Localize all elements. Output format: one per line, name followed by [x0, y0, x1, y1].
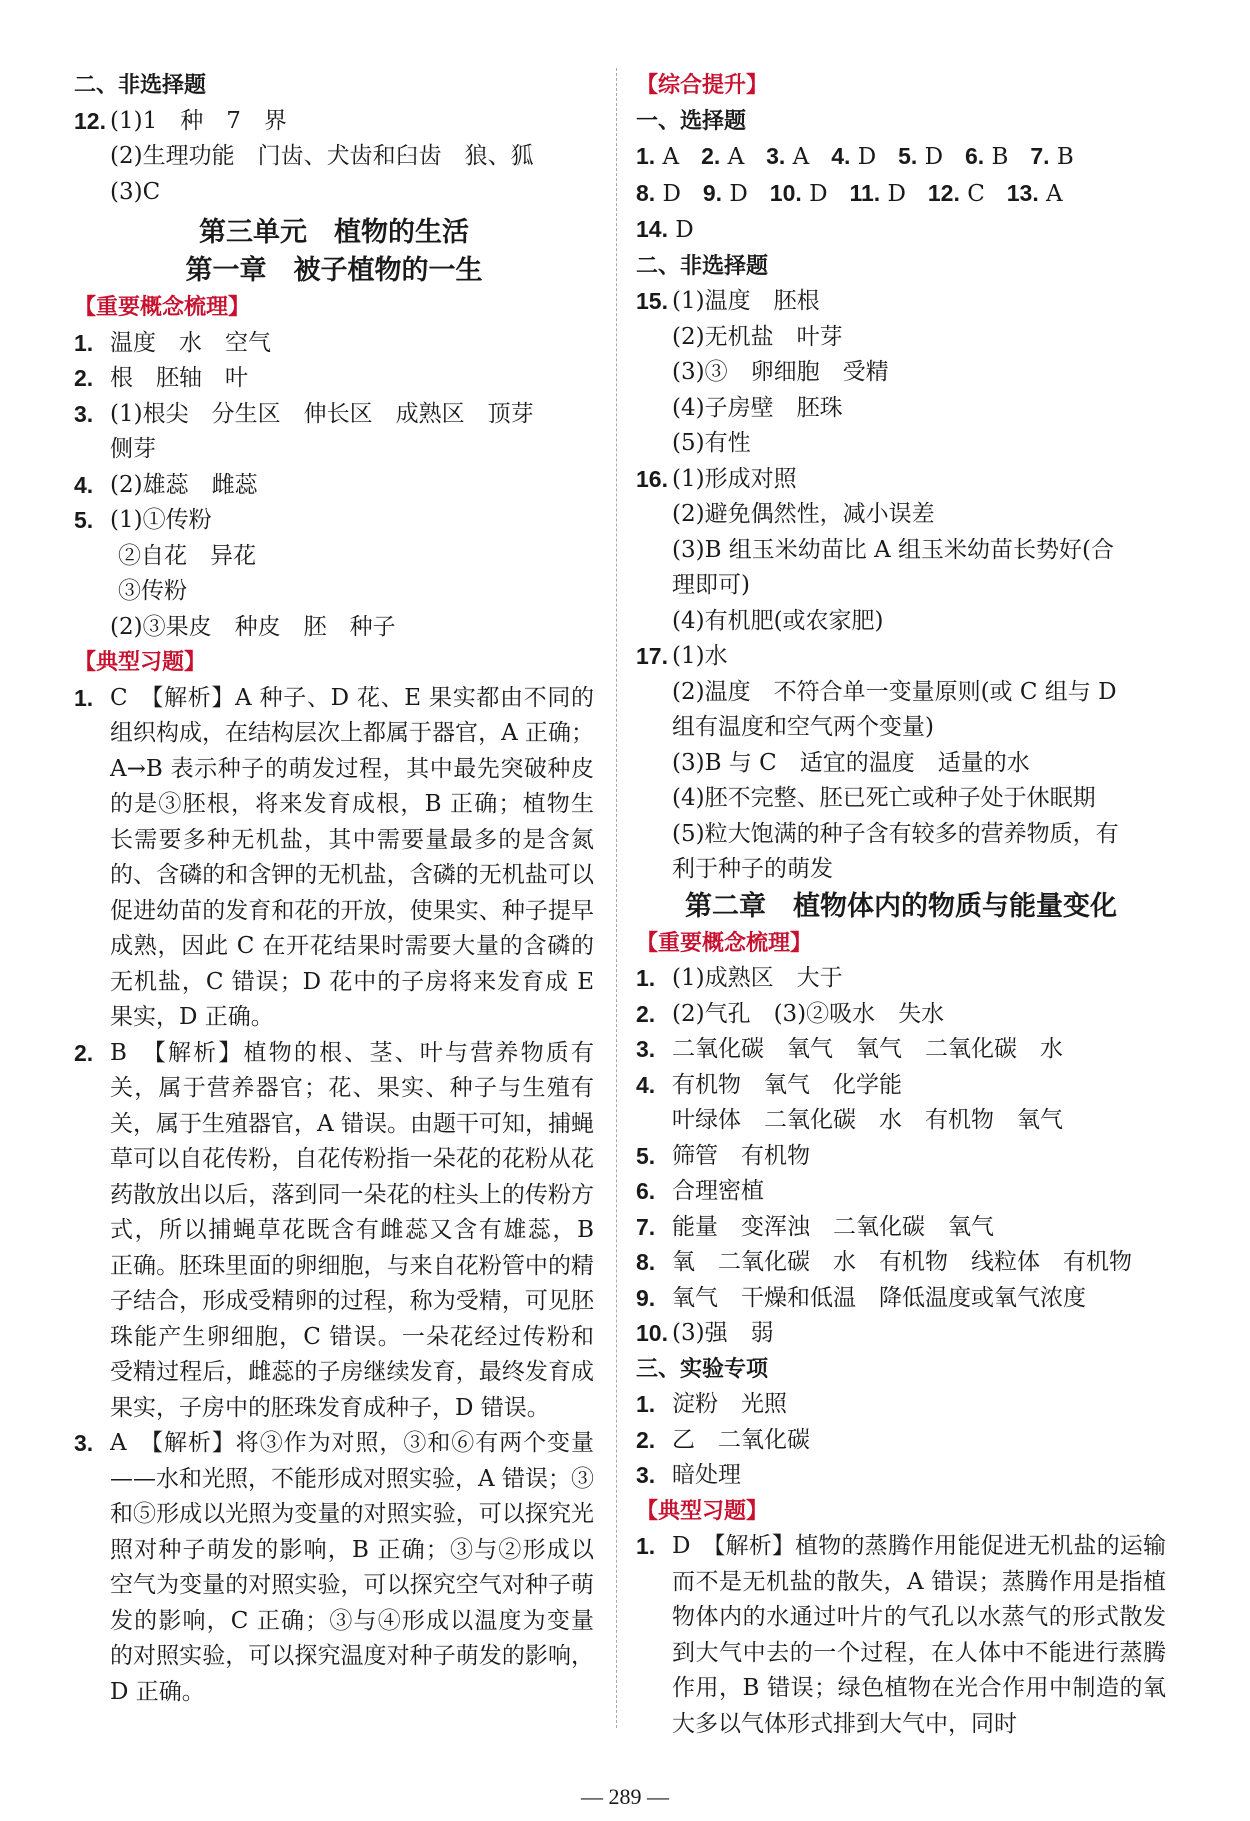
question-12: 12. (1)1 种 7 界 [74, 107, 287, 134]
section-heading: 二、非选择题 [636, 253, 769, 279]
concept-item: 1. (1)成熟区 大于 [636, 965, 843, 991]
question-17: 17. (1)水 [636, 643, 728, 669]
answer-line: (3)B 与 C 适宜的温度 适量的水 [672, 749, 1030, 776]
answer-line: 利于种子的萌发 [672, 856, 833, 882]
concept-item: 8. 氧 二氧化碳 水 有机物 线粒体 有机物 [636, 1249, 1132, 1275]
section-heading: 一、选择题 [636, 108, 747, 134]
section-heading: 三、实验专项 [636, 1356, 769, 1382]
concept-item: 7. 能量 变浑浊 二氧化碳 氧气 [636, 1213, 994, 1240]
chapter-title: 第一章 被子植物的一生 [185, 255, 483, 286]
page-number: — 289 — [581, 1784, 669, 1809]
experiment-item: 1. 淀粉 光照 [636, 1391, 787, 1417]
typical-item: 1. D 【解析】植物的蒸腾作用能促进无机盐的运输而不是无机盐的散失，A 错误；蒸腾作用是指植物体内的水通过叶片的气孔以水蒸气的形式散发到大气中去的一个过程，在人体中不能进行蒸腾作用，B 错误；绿色植物在光合作用中制造的氧大多以气体形式排到大气中，同时 [636, 1533, 1166, 1737]
answer-line: (5)粒大饱满的种子含有较多的营养物质，有 [672, 820, 1119, 847]
answer-line: (3)③ 卵细胞 受精 [672, 359, 889, 385]
answer-line: (5)有性 [672, 430, 751, 456]
concept-item: 5. (1)①传粉 [74, 507, 212, 533]
concept-item: 4. 有机物 氧气 化学能 [636, 1071, 902, 1098]
concept-tag: 【重要概念梳理】 [74, 295, 251, 320]
typical-item: 1. C 【解析】A 种子、D 花、E 果实都由不同的组织构成，在结构层次上都属于器官，A 正确；A→B 表示种子的萌发过程，其中最先突破种皮的是③胚根，将来发育成根，B 正确；植物生长需要多种无机盐，其中需要量最多的是含氮的、含磷的和含钾的无机盐，含磷的无机盐可以促进幼苗的发育和花的开放，使果实、种子提早成熟，因此 C 在开花结果时需要大量的含磷的无机盐，C 错误；D 花中的子房将来发育成 E 果实，D 正确。 [74, 684, 594, 1030]
answer-line: (4)有机肥(或农家肥) [672, 607, 884, 634]
answer-line: (2)无机盐 叶芽 [672, 323, 843, 350]
answer-line: (4)胚不完整、胚已死亡或种子处于休眠期 [672, 785, 1096, 811]
typical-item: 3. A 【解析】将③作为对照，③和⑥有两个变量——水和光照，不能形成对照实验，A 错误；③和⑤形成以光照为变量的对照实验，可以探究光照对种子萌发的影响，B 正确；③与②形成以空气为变量的对照实验，可以探究空气对种子萌发的影响，C 正确；③与④形成以温度为变量的对照实验，可以探究温度对种子萌发的影响，D 正确。 [74, 1430, 594, 1705]
answer-row: 14. D [636, 216, 694, 243]
left-column [74, 68, 594, 1710]
experiment-item: 2. 乙 二氧化碳 [636, 1426, 810, 1453]
typical-tag: 【典型习题】 [74, 650, 207, 675]
concept-item: 9. 氧气 干燥和低温 降低温度或氧气浓度 [636, 1284, 1086, 1311]
answer-line: 组有温度和空气两个变量) [672, 714, 934, 740]
answer-line: (2)生理功能 门齿、犬齿和臼齿 狼、狐 [110, 143, 534, 169]
concept-item: 1. 温度 水 空气 [74, 329, 271, 356]
column-divider [616, 68, 617, 1728]
answer-row: 1. A 2. A 3. A 4. D 5. D 6. B 7. B [636, 143, 1074, 170]
question-16: 16. (1)形成对照 [636, 465, 797, 492]
concept-tag: 【重要概念梳理】 [636, 930, 813, 956]
answer-line: 理即可) [672, 572, 750, 598]
chapter-title: 第二章 植物体内的物质与能量变化 [685, 890, 1117, 922]
answer-line: (4)子房壁 胚珠 [672, 394, 843, 421]
typical-item: 2. B 【解析】植物的根、茎、叶与营养物质有关，属于营养器官；花、果实、种子与生殖有关，属于生殖器官，A 错误。由题干可知，捕蝇草可以自花传粉，自花传粉指一朵花的花粉从花药散放出以后，落到同一朵花的柱头上的传粉方式，所以捕蝇草花既含有雌蕊又含有雄蕊，B 正确。胚珠里面的卵细胞，与来自花粉管中的精子结合，形成受精卵的过程，称为受精，可见胚珠能产生卵细胞，C 错误。一朵花经过传粉和受精过程后，雌蕊的子房继续发育，最终发育成果实，子房中的胚珠发育成种子，D 错误。 [74, 1039, 594, 1421]
section-heading: 二、非选择题 [74, 73, 207, 98]
concept-item: 5. 筛管 有机物 [636, 1142, 810, 1169]
concept-cont: 侧芽 [110, 436, 156, 462]
experiment-item: 3. 暗处理 [636, 1462, 741, 1488]
right-column [636, 68, 1166, 1742]
concept-item: 2. 根 胚轴 叶 [74, 365, 248, 391]
question-15: 15. (1)温度 胚根 [636, 288, 820, 314]
answer-line: (3)C [110, 178, 161, 205]
unit-title: 第三单元 植物的生活 [199, 217, 469, 248]
concept-item: 10. (3)强 弱 [636, 1320, 774, 1346]
answer-line: (3)B 组玉米幼苗比 A 组玉米幼苗长势好(合 [672, 536, 1114, 563]
concept-item: 3. 二氧化碳 氧气 氧气 二氧化碳 水 [636, 1036, 1063, 1062]
comprehensive-tag: 【综合提升】 [636, 73, 769, 98]
answer-line: (2)温度 不符合单一变量原则(或 C 组与 D [672, 678, 1117, 705]
concept-item: 2. (2)气孔 (3)②吸水 失水 [636, 1000, 945, 1027]
concept-cont: 叶绿体 二氧化碳 水 有机物 氧气 [672, 1107, 1063, 1133]
concept-item: 3. (1)根尖 分生区 伸长区 成熟区 顶芽 [74, 400, 534, 427]
concept-cont: (2)③果皮 种皮 胚 种子 [110, 613, 396, 640]
concept-item: 6. 合理密植 [636, 1178, 764, 1204]
concept-cont: ③传粉 [118, 578, 187, 604]
concept-cont: ②自花 异花 [118, 542, 256, 569]
answer-line: (2)避免偶然性，减小误差 [672, 501, 935, 527]
concept-item: 4. (2)雄蕊 雌蕊 [74, 471, 258, 498]
typical-tag: 【典型习题】 [636, 1498, 769, 1524]
answer-row: 8. D 9. D 10. D 11. D 12. C 13. A [636, 179, 1063, 207]
